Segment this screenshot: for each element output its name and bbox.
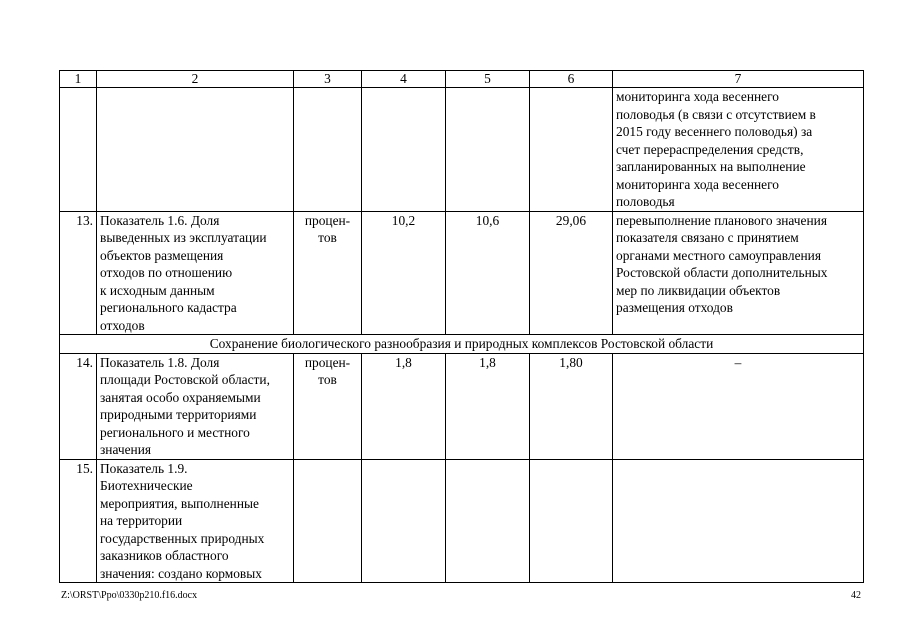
- header-cell: 2: [97, 71, 294, 88]
- note-cell: [613, 459, 864, 583]
- value-cell: [530, 459, 613, 583]
- header-cell: 5: [446, 71, 530, 88]
- row-number: [60, 88, 97, 212]
- header-cell: 7: [613, 71, 864, 88]
- section-title: Сохранение биологического разнообразия и природных комплексов Ростовской области: [60, 335, 864, 354]
- table-row: [60, 88, 864, 212]
- header-cell: 3: [294, 71, 362, 88]
- value-cell: [362, 459, 446, 583]
- page-number: 42: [851, 590, 861, 601]
- unit-cell: [294, 459, 362, 583]
- value-cell: 1,8: [362, 353, 446, 459]
- unit-cell: процен- тов: [294, 211, 362, 335]
- value-cell: 1,80: [530, 353, 613, 459]
- report-table: [59, 70, 864, 583]
- unit-cell: процен- тов: [294, 353, 362, 459]
- section-row: [60, 335, 864, 354]
- header-cell: 1: [60, 71, 97, 88]
- row-number: 14.: [60, 353, 97, 459]
- value-cell: [362, 88, 446, 212]
- column-number-header-row: [60, 71, 864, 88]
- row-number: 13.: [60, 211, 97, 335]
- table-row: [60, 211, 864, 335]
- table-row: [60, 353, 864, 459]
- header-cell: 6: [530, 71, 613, 88]
- value-cell: [530, 88, 613, 212]
- indicator-name: Показатель 1.9. Биотехнические мероприятия, выполненные на территории государственных природных заказников областного значения: создано кормовых: [97, 459, 294, 583]
- table-row: [60, 459, 864, 583]
- value-cell: 10,2: [362, 211, 446, 335]
- indicator-name: Показатель 1.6. Доля выведенных из эксплуатации объектов размещения отходов по отношению к исходным данным регионального кадастра отходов: [97, 211, 294, 335]
- value-cell: [446, 459, 530, 583]
- value-cell: 10,6: [446, 211, 530, 335]
- document-path: Z:\ORST\Ppo\0330p210.f16.docx: [61, 590, 198, 601]
- note-cell: мониторинга хода весеннего половодья (в связи с отсутствием в 2015 году весеннего половодья) за счет перераспределения средств, запланированных на выполнение мониторинга хода весеннего половодья: [613, 88, 864, 212]
- note-cell: –: [613, 353, 864, 459]
- row-number: 15.: [60, 459, 97, 583]
- indicator-name: [97, 88, 294, 212]
- value-cell: 1,8: [446, 353, 530, 459]
- header-cell: 4: [362, 71, 446, 88]
- value-cell: 29,06: [530, 211, 613, 335]
- value-cell: [446, 88, 530, 212]
- unit-cell: [294, 88, 362, 212]
- indicator-name: Показатель 1.8. Доля площади Ростовской области, занятая особо охраняемыми природными территориями регионального и местного значения: [97, 353, 294, 459]
- note-cell: перевыполнение планового значения показателя связано с принятием органами местного самоуправления Ростовской области дополнительных мер по ликвидации объектов размещения отходов: [613, 211, 864, 335]
